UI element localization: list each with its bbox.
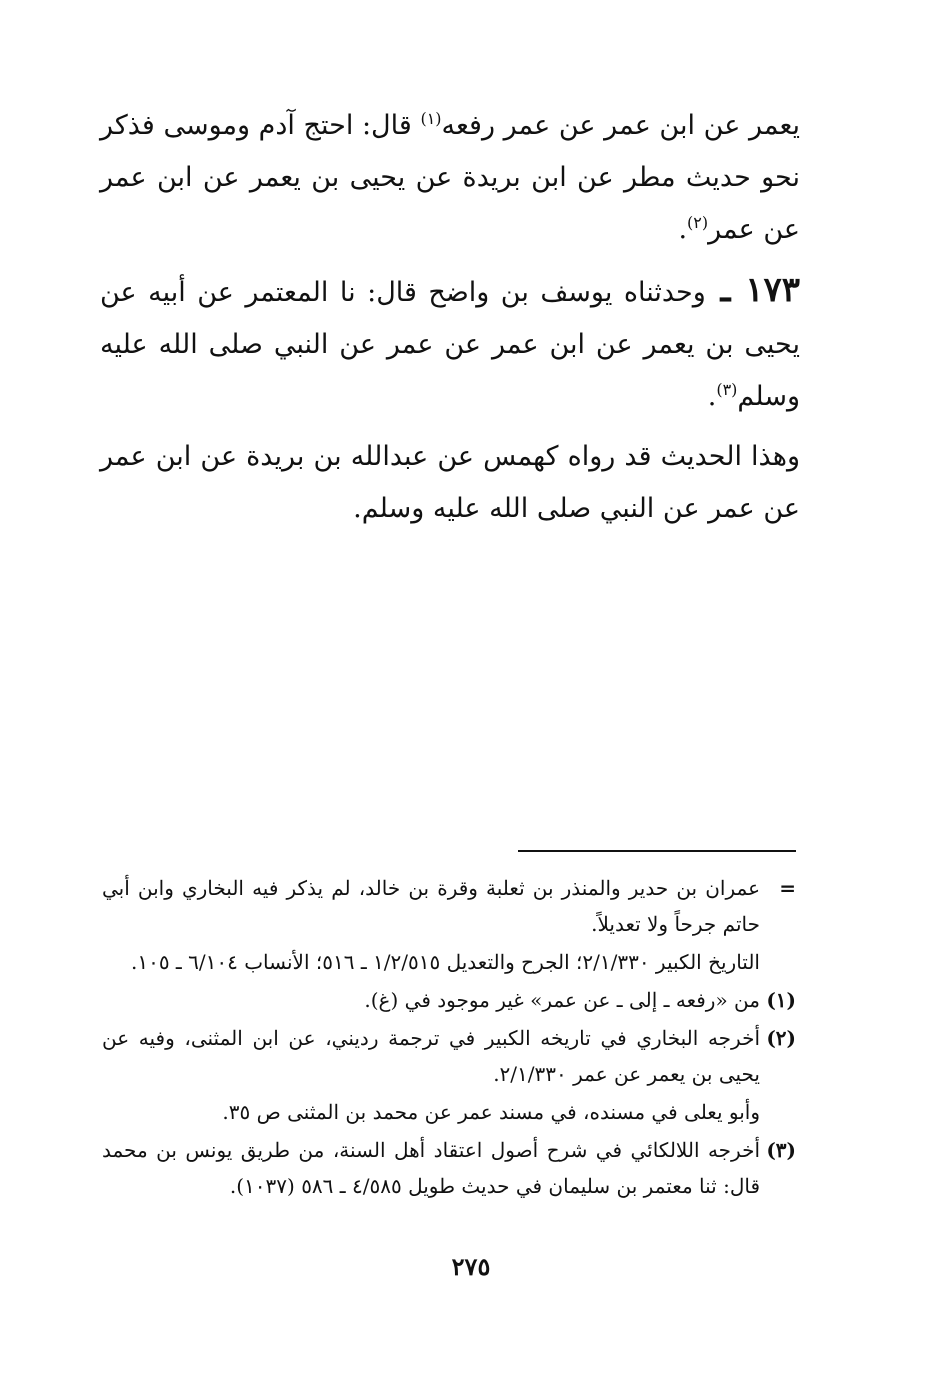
paragraph-3: وهذا الحديث قد رواه كهمس عن عبدالله بن بريدة عن ابن عمر عن عمر عن النبي صلى الله عليه وسلم. bbox=[100, 441, 800, 524]
paragraph-2-text-b: . bbox=[707, 381, 717, 412]
continuation-text-1: عمران بن حدير والمنذر بن ثعلبة وقرة بن خالد، لم يذكر فيه البخاري وابن أبي حاتم جرحاً ولا تعديلاً. bbox=[102, 876, 760, 936]
main-text bbox=[100, 100, 800, 543]
footnote-2-continuation: وأبو يعلى في مسنده، في مسند عمر عن محمد بن المثنى ص ٣٥. bbox=[222, 1100, 760, 1124]
hadith-number: ١٧٣ bbox=[745, 270, 800, 310]
paragraph-2-text-a: وحدثناه يوسف بن واضح قال: نا المعتمر عن أبيه عن يحيى بن يعمر عن ابن عمر عن عمر عن النبي صلى الله عليه وسلم bbox=[100, 277, 800, 412]
paragraph-1-text-b: قال: احتج آدم وموسى فذكر نحو حديث مطر عن ابن بريدة عن يحيى بن يعمر عن ابن عمر عن عمر bbox=[100, 110, 800, 245]
page-number: ٢٧٥ bbox=[451, 1252, 491, 1281]
footnote-1-mark: (١) bbox=[766, 988, 796, 1012]
footnote-1-text: من «رفعه ـ إلى ـ عن عمر» غير موجود في (غ). bbox=[364, 988, 760, 1012]
footnote-3-text: أخرجه اللالكائي في شرح أصول اعتقاد أهل السنة، من طريق يونس بن محمد قال: ثنا معتمر بن سليمان في حديث طويل ٤/٥٨٥ ـ ٥٨٦ (١٠٣٧). bbox=[102, 1138, 760, 1198]
paragraph-1-text-c: . bbox=[678, 214, 688, 245]
footnote-ref-1: (١) bbox=[420, 109, 442, 128]
footnotes bbox=[102, 870, 796, 1206]
footnote-3-mark: (٣) bbox=[766, 1138, 796, 1162]
footnote-1 bbox=[102, 982, 796, 1018]
footnote-2 bbox=[102, 1020, 796, 1092]
footnote-separator bbox=[518, 850, 796, 852]
continuation-mark: = bbox=[779, 876, 796, 900]
footnote-3 bbox=[102, 1132, 796, 1204]
paragraph-1 bbox=[100, 100, 800, 256]
footnote-continuation bbox=[102, 870, 796, 942]
paragraph-2 bbox=[100, 264, 800, 423]
footnote-ref-2: (٢) bbox=[687, 213, 709, 232]
footnote-2-text: أخرجه البخاري في تاريخه الكبير في ترجمة رديني، عن ابن المثنى، وفيه عن يحيى بن يعمر عن عمر ٢/١/٣٣٠. bbox=[102, 1026, 760, 1086]
hadith-dash: ـ bbox=[705, 270, 746, 310]
footnote-2-mark: (٢) bbox=[766, 1026, 796, 1050]
footnote-ref-3: (٣) bbox=[716, 380, 738, 399]
paragraph-1-text-a: يعمر عن ابن عمر عن عمر رفعه bbox=[441, 110, 800, 141]
continuation-text-2: التاريخ الكبير ٢/١/٣٣٠؛ الجرح والتعديل ١/٢/٥١٥ ـ ٥١٦؛ الأنساب ٦/١٠٤ ـ ١٠٥. bbox=[130, 950, 760, 974]
